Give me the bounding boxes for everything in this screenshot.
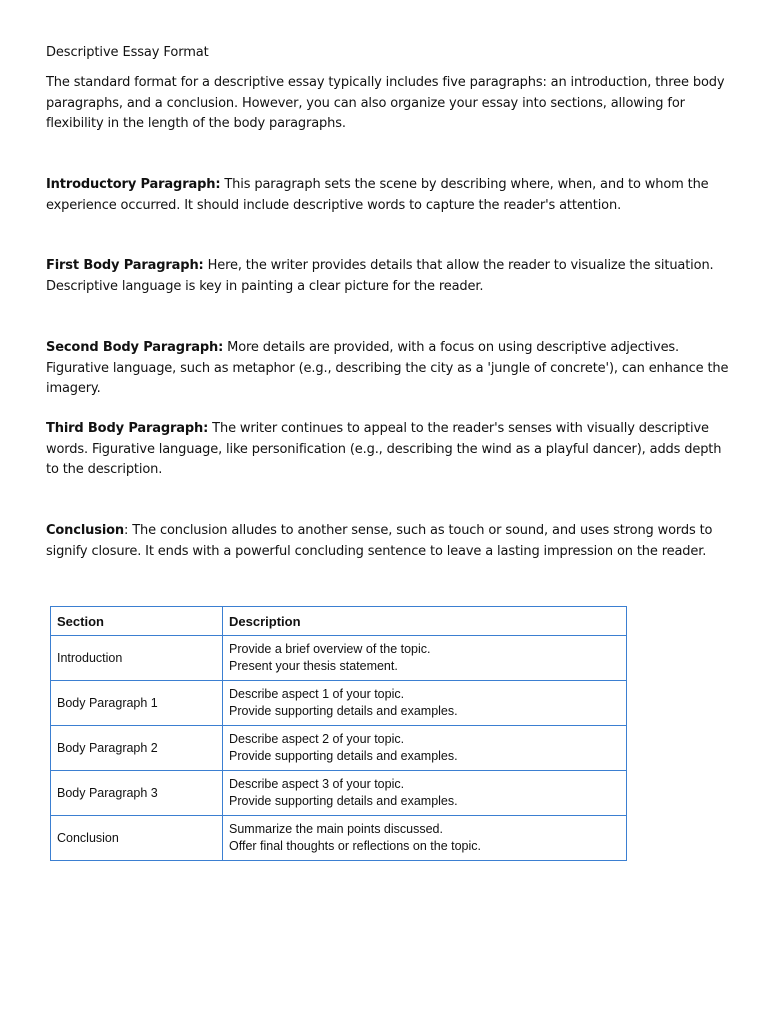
table-row	[51, 681, 627, 726]
description-line: Provide a brief overview of the topic.	[229, 642, 431, 656]
description-line: Summarize the main points discussed.	[229, 822, 443, 836]
table-row	[51, 726, 627, 771]
table-row	[51, 771, 627, 816]
section-label: Third Body Paragraph:	[46, 421, 209, 436]
section-label: First Body Paragraph:	[46, 258, 204, 273]
table-row	[51, 816, 627, 861]
cell-description	[223, 636, 627, 681]
cell-description	[223, 771, 627, 816]
section-text: Here, the writer provides details that allow the reader to visualize the situation. Descriptive language is key in painting a clear picture for the reader.	[46, 258, 714, 294]
description-line: Offer final thoughts or reflections on the topic.	[229, 839, 481, 853]
header-description: Description	[223, 607, 627, 636]
section-label: Conclusion	[46, 523, 125, 538]
cell-section: Body Paragraph 2	[51, 726, 223, 771]
section-text: More details are provided, with a focus on using descriptive adjectives. Figurative language, such as metaphor (e.g., describing the city as a 'jungle of concrete'), can enhance the imagery.	[46, 340, 729, 396]
section-third-body	[46, 419, 736, 481]
section-label: Introductory Paragraph:	[46, 177, 221, 192]
section-second-body	[46, 338, 736, 400]
cell-section: Introduction	[51, 636, 223, 681]
format-table	[50, 606, 627, 861]
description-line: Provide supporting details and examples.	[229, 794, 458, 808]
format-table-wrapper	[50, 606, 627, 861]
section-text: : The conclusion alludes to another sense, such as touch or sound, and uses strong words to signify closure. It ends with a powerful concluding sentence to leave a lasting impression on the reader.	[46, 523, 713, 559]
table-row	[51, 636, 627, 681]
intro-paragraph: The standard format for a descriptive essay typically includes five paragraphs: an introduction, three body paragraphs, and a conclusion. However, you can also organize your essay into sections, allowing for flexibility in the length of the body paragraphs.	[46, 75, 725, 131]
cell-section: Body Paragraph 3	[51, 771, 223, 816]
description-line: Describe aspect 1 of your topic.	[229, 687, 405, 701]
cell-description	[223, 816, 627, 861]
section-label: Second Body Paragraph:	[46, 340, 224, 355]
table-header-row	[51, 607, 627, 636]
cell-section: Body Paragraph 1	[51, 681, 223, 726]
description-line: Describe aspect 3 of your topic.	[229, 777, 405, 791]
description-line: Provide supporting details and examples.	[229, 749, 458, 763]
section-first-body	[46, 256, 736, 297]
cell-description	[223, 726, 627, 771]
header-section: Section	[51, 607, 223, 636]
description-line: Present your thesis statement.	[229, 659, 398, 673]
cell-section: Conclusion	[51, 816, 223, 861]
section-text: This paragraph sets the scene by describing where, when, and to whom the experience occurred. It should include descriptive words to capture the reader's attention.	[46, 177, 709, 213]
section-text: The writer continues to appeal to the reader's senses with visually descriptive words. Figurative language, like personification (e.g., describing the wind as a playful dancer), adds depth to the description.	[46, 421, 722, 477]
section-conclusion	[46, 521, 736, 562]
document-title: Descriptive Essay Format	[46, 45, 209, 60]
section-introductory	[46, 175, 736, 216]
description-line: Provide supporting details and examples.	[229, 704, 458, 718]
description-line: Describe aspect 2 of your topic.	[229, 732, 405, 746]
cell-description	[223, 681, 627, 726]
